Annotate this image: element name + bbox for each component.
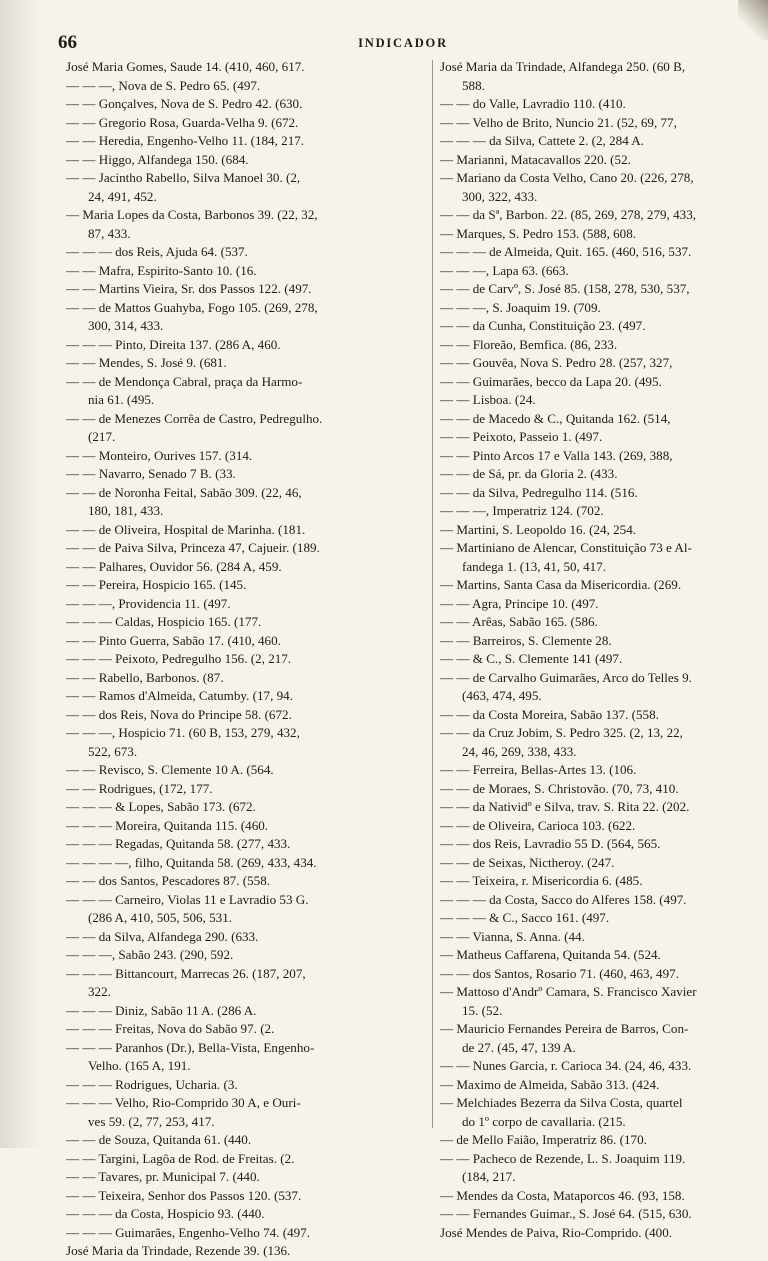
directory-line: (286 A, 410, 505, 506, 531. xyxy=(88,910,233,925)
directory-line: — — de Sá, pr. da Gloria 2. (433. xyxy=(440,466,618,481)
directory-line: — — da Cruz Jobim, S. Pedro 325. (2, 13, 22, xyxy=(440,725,683,740)
directory-line: — — — Rodrigues, Ucharia. (3. xyxy=(66,1076,238,1092)
directory-line: — Marques, S. Pedro 153. (588, 608. xyxy=(440,225,637,241)
directory-line: 15. (52. xyxy=(462,1002,503,1018)
directory-line: — — Floreão, Bemfica. (86, 233. xyxy=(440,336,618,352)
directory-line: — Maximo de Almeida, Sabão 313. (424. xyxy=(440,1076,660,1092)
directory-line: — — Gregorio Rosa, Guarda-Velha 9. (672. xyxy=(66,114,299,130)
directory-line: 322. xyxy=(88,984,111,999)
directory-line: (217. xyxy=(88,429,116,444)
directory-line: — — Velho de Brito, Nuncio 21. (52, 69, 77, xyxy=(440,114,677,130)
directory-line: — — Lisboa. (24. xyxy=(440,392,536,407)
directory-line: — — — —, filho, Quitanda 58. (269, 433, 434. xyxy=(66,854,317,870)
directory-line: — Mattoso d'Andrº Camara, S. Francisco Xavier xyxy=(440,984,697,999)
page-binding-shadow xyxy=(0,0,40,1148)
directory-line: José Maria da Trindade, Rezende 39. (136. xyxy=(66,1243,291,1258)
directory-line: — Martiniano de Alencar, Constituição 73 e Al- xyxy=(440,540,692,555)
directory-line: — — —, Imperatriz 124. (702. xyxy=(440,503,604,518)
directory-line: — Mauricio Fernandes Pereira de Barros, Con- xyxy=(440,1021,689,1036)
directory-line: — — — dos Reis, Ajuda 64. (537. xyxy=(66,244,248,259)
directory-line: 180, 181, 433. xyxy=(88,503,164,518)
directory-line: — — — Carneiro, Violas 11 e Lavradio 53 G. xyxy=(66,891,309,907)
directory-line: — — Revisco, S. Clemente 10 A. (564. xyxy=(66,762,274,777)
directory-line: — Marianni, Matacavallos 220. (52. xyxy=(440,151,631,167)
directory-line: — — — Moreira, Quitanda 115. (460. xyxy=(66,817,269,833)
directory-line: — — de Carvº, S. José 85. (158, 278, 530, 537, xyxy=(440,281,690,296)
directory-line: — Maria Lopes da Costa, Barbonos 39. (22, 32, xyxy=(66,207,318,222)
directory-line: de 27. (45, 47, 139 A. xyxy=(462,1039,576,1055)
directory-line: (463, 474, 495. xyxy=(462,688,542,703)
directory-line: — — — Paranhos (Dr.), Bella-Vista, Engenho- xyxy=(66,1039,315,1055)
directory-line: fandega 1. (13, 41, 50, 417. xyxy=(462,558,606,574)
directory-line: — — Monteiro, Ourives 157. (314. xyxy=(66,447,253,463)
directory-line: — — Arêas, Sabão 165. (586. xyxy=(440,614,598,629)
directory-line: — — da Silva, Pedregulho 114. (516. xyxy=(440,484,638,500)
directory-line: — — —, Providencia 11. (497. xyxy=(66,595,231,611)
directory-line: 300, 314, 433. xyxy=(88,318,164,333)
directory-line: — — Vianna, S. Anna. (44. xyxy=(440,928,585,944)
directory-line: — — da Cunha, Constituição 23. (497. xyxy=(440,318,646,333)
directory-line: — — da Sª, Barbon. 22. (85, 269, 278, 279, 433, xyxy=(440,207,697,222)
directory-line: — Martins, Santa Casa da Misericordia. (269. xyxy=(440,577,682,592)
running-title: INDICADOR xyxy=(358,36,448,50)
directory-line: José Maria da Trindade, Alfandega 250. (60 B, xyxy=(440,59,686,74)
directory-line: — — Martins Vieira, Sr. dos Passos 122. (497. xyxy=(66,281,312,296)
directory-line: — — Agra, Principe 10. (497. xyxy=(440,595,599,611)
directory-line: — Mendes da Costa, Mataporcos 46. (93, 158. xyxy=(440,1187,685,1203)
directory-line: — — Fernandes Guimar., S. José 64. (515, 630. xyxy=(440,1206,692,1221)
directory-line: — — Guimarães, becco da Lapa 20. (495. xyxy=(440,373,662,389)
page-header xyxy=(58,32,748,56)
directory-line: — — — de Almeida, Quit. 165. (460, 516, 537. xyxy=(440,244,692,259)
directory-line: — Mariano da Costa Velho, Cano 20. (226, 278, xyxy=(440,170,694,185)
directory-line: 588. xyxy=(462,77,485,93)
directory-line: — — Gonçalves, Nova de S. Pedro 42. (630. xyxy=(66,96,303,111)
directory-line: — — do Valle, Lavradio 110. (410. xyxy=(440,96,626,111)
directory-line: — — Pinto Guerra, Sabão 17. (410, 460. xyxy=(66,632,281,648)
directory-line: — — Mendes, S. José 9. (681. xyxy=(66,355,227,370)
directory-line: — — —, Sabão 243. (290, 592. xyxy=(66,947,234,962)
left-column xyxy=(66,58,430,1261)
directory-line: — — — da Costa, Sacco do Alferes 158. (497. xyxy=(440,891,687,907)
directory-line: — — dos Reis, Lavradio 55 D. (564, 565. xyxy=(440,836,661,851)
directory-line: — — Targini, Lagôa de Rod. de Freitas. (2. xyxy=(66,1150,295,1166)
directory-line: — — — Diniz, Sabão 11 A. (286 A. xyxy=(66,1002,257,1018)
directory-line: — — de Mattos Guahyba, Fogo 105. (269, 278, xyxy=(66,299,318,315)
directory-line: — de Mello Faião, Imperatriz 86. (170. xyxy=(440,1132,647,1147)
directory-line: — — de Oliveira, Hospital de Marinha. (181. xyxy=(66,521,306,537)
directory-line: 300, 322, 433. xyxy=(462,188,538,204)
directory-line: 24, 46, 269, 338, 433. xyxy=(462,743,577,759)
directory-line: — — Jacintho Rabello, Silva Manoel 30. (2, xyxy=(66,170,301,185)
directory-line: — — Barreiros, S. Clemente 28. xyxy=(440,632,612,648)
directory-line: 24, 491, 452. xyxy=(88,188,157,204)
directory-line: Velho. (165 A, 191. xyxy=(88,1058,191,1073)
directory-line: — — da Silva, Alfandega 290. (633. xyxy=(66,928,259,944)
directory-line: — — — Pinto, Direita 137. (286 A, 460. xyxy=(66,336,281,352)
directory-line: — — —, Lapa 63. (663. xyxy=(440,262,569,278)
directory-line: — — de Menezes Corrêa de Castro, Pedregulho. xyxy=(66,410,323,426)
directory-line: — — — Velho, Rio-Comprido 30 A, e Ouri- xyxy=(66,1095,301,1110)
directory-line: — — Rodrigues, (172, 177. xyxy=(66,780,213,796)
directory-line: — — Navarro, Senado 7 B. (33. xyxy=(66,466,236,481)
directory-line: (184, 217. xyxy=(462,1169,516,1184)
directory-line: — — da Costa Moreira, Sabão 137. (558. xyxy=(440,706,659,722)
directory-line: — — —, Hospicio 71. (60 B, 153, 279, 432, xyxy=(66,725,300,740)
directory-line: — — de Seixas, Nictheroy. (247. xyxy=(440,854,615,870)
directory-line: — — de Carvalho Guimarães, Arco do Telles 9. xyxy=(440,669,692,685)
directory-line: — — Pereira, Hospicio 165. (145. xyxy=(66,577,247,592)
directory-line: — — dos Reis, Nova do Principe 58. (672. xyxy=(66,706,292,722)
directory-line: — — de Macedo & C., Quitanda 162. (514, xyxy=(440,410,671,426)
directory-line: — — de Souza, Quitanda 61. (440. xyxy=(66,1132,252,1147)
page-number: 66 xyxy=(58,32,77,53)
directory-line: — — Teixeira, r. Misericordia 6. (485. xyxy=(440,873,643,888)
directory-line: — — dos Santos, Pescadores 87. (558. xyxy=(66,873,271,888)
directory-line: — Martini, S. Leopoldo 16. (24, 254. xyxy=(440,521,637,537)
directory-line: 87, 433. xyxy=(88,225,131,241)
directory-line: — — Teixeira, Senhor dos Passos 120. (537. xyxy=(66,1187,302,1203)
directory-line: ves 59. (2, 77, 253, 417. xyxy=(88,1113,215,1129)
directory-line: — — Rabello, Barbonos. (87. xyxy=(66,669,224,685)
directory-line: — — Ferreira, Bellas-Artes 13. (106. xyxy=(440,762,637,777)
directory-line: — — Higgo, Alfandega 150. (684. xyxy=(66,151,249,167)
directory-line: — — Tavares, pr. Municipal 7. (440. xyxy=(66,1169,260,1184)
directory-line: — — — Regadas, Quitanda 58. (277, 433. xyxy=(66,836,291,851)
directory-line: — — de Paiva Silva, Princeza 47, Cajueir. (189. xyxy=(66,540,320,555)
directory-line: — — — Bittancourt, Marrecas 26. (187, 207, xyxy=(66,965,306,981)
directory-line: — — — Guimarães, Engenho-Velho 74. (497. xyxy=(66,1224,311,1240)
directory-line: — Matheus Caffarena, Quitanda 54. (524. xyxy=(440,947,661,962)
directory-line: — — — da Costa, Hospicio 93. (440. xyxy=(66,1206,265,1221)
directory-line: — Melchiades Bezerra da Silva Costa, quartel xyxy=(440,1095,683,1110)
directory-line: — — & C., S. Clemente 141 (497. xyxy=(440,651,623,666)
directory-line: — — Ramos d'Almeida, Catumby. (17, 94. xyxy=(66,688,293,703)
directory-line: — — Heredia, Engenho-Velho 11. (184, 217. xyxy=(66,133,305,148)
directory-line: — — de Mendonça Cabral, praça da Harmo- xyxy=(66,373,303,389)
directory-line: — — da Natividº e Silva, trav. S. Rita 22. (202. xyxy=(440,799,690,814)
directory-line: — — de Moraes, S. Christovão. (70, 73, 410. xyxy=(440,780,679,796)
directory-line: — — — & C., Sacco 161. (497. xyxy=(440,910,610,925)
directory-line: — — — Freitas, Nova do Sabão 97. (2. xyxy=(66,1021,275,1036)
directory-line: — — — da Silva, Cattete 2. (2, 284 A. xyxy=(440,133,645,148)
directory-line: — — Palhares, Ouvidor 56. (284 A, 459. xyxy=(66,558,282,574)
directory-line: — — —, S. Joaquim 19. (709. xyxy=(440,299,601,315)
directory-line: — — Mafra, Espirito-Santo 10. (16. xyxy=(66,262,257,278)
column-divider xyxy=(432,60,433,1128)
directory-line: — — — & Lopes, Sabão 173. (672. xyxy=(66,799,256,814)
directory-line: José Maria Gomes, Saude 14. (410, 460, 617. xyxy=(66,59,305,74)
directory-line: do 1º corpo de cavallaria. (215. xyxy=(462,1113,626,1129)
directory-line: nia 61. (495. xyxy=(88,392,155,407)
directory-line: — — Gouvêa, Nova S. Pedro 28. (257, 327, xyxy=(440,355,673,370)
directory-line: — — Nunes Garcia, r. Carioca 34. (24, 46, 433. xyxy=(440,1058,692,1073)
directory-line: — — dos Santos, Rosario 71. (460, 463, 497. xyxy=(440,965,679,981)
directory-line: — — Pinto Arcos 17 e Valla 143. (269, 388, xyxy=(440,447,673,463)
directory-line: — — — Peixoto, Pedregulho 156. (2, 217. xyxy=(66,651,292,666)
directory-line: — — de Noronha Feital, Sabão 309. (22, 46, xyxy=(66,484,302,500)
directory-line: — — Peixoto, Passeio 1. (497. xyxy=(440,429,603,444)
directory-line: — — de Oliveira, Carioca 103. (622. xyxy=(440,817,636,833)
right-column xyxy=(440,58,768,1242)
directory-line: José Mendes de Paiva, Rio-Comprido. (400. xyxy=(440,1224,673,1240)
directory-line: 522, 673. xyxy=(88,743,138,759)
directory-line: — — —, Nova de S. Pedro 65. (497. xyxy=(66,77,261,93)
directory-line: — — Pacheco de Rezende, L. S. Joaquim 119. xyxy=(440,1150,686,1166)
directory-line: — — — Caldas, Hospicio 165. (177. xyxy=(66,614,262,629)
